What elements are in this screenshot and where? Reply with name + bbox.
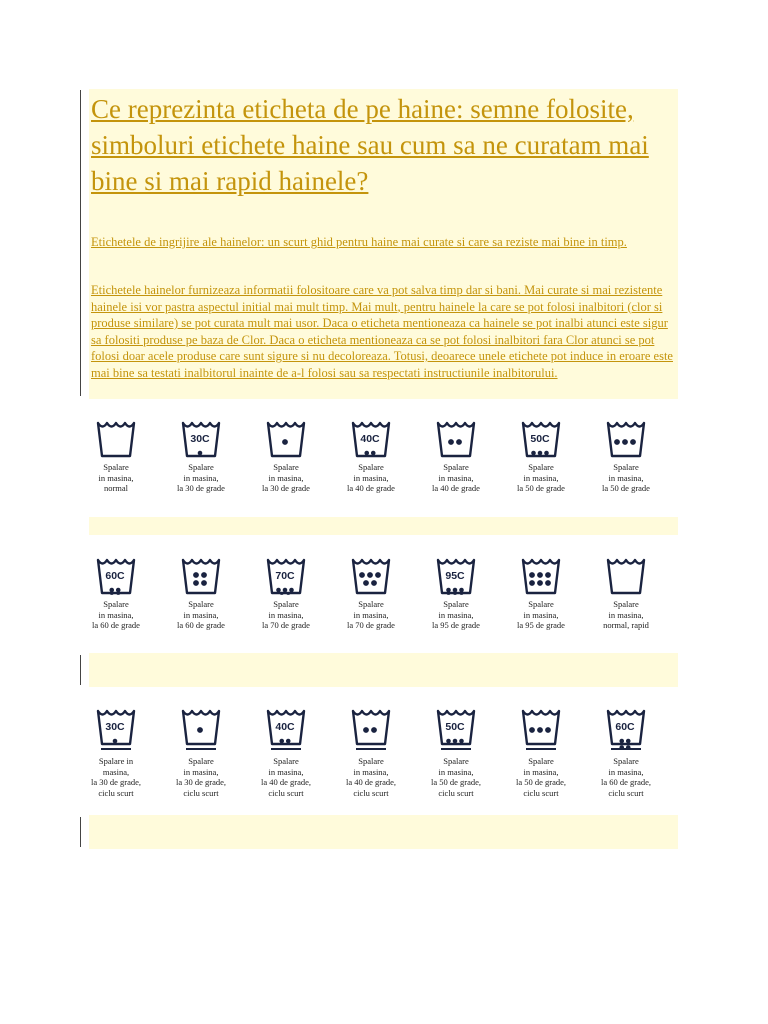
temperature-dot [109,588,114,593]
temperature-dot [113,739,118,744]
temperature-dot [459,588,464,593]
wash-1-dot-short-cycle-icon [179,706,223,752]
temperature-label: 50C [530,433,550,445]
temperature-dot [459,594,464,595]
temperature-dot [453,739,458,744]
temperature-label: 60C [105,570,125,582]
care-symbols-row-1 [89,418,689,538]
temperature-dot [538,451,543,456]
wash-4-dots-icon [179,555,223,595]
temperature-dot [446,588,451,593]
article-subtitle-link[interactable]: Etichetele de ingrijire ale hainelor: un scurt ghid pentru haine mai curate si care sa reziste mai bine in timp. [91,235,627,249]
temperature-dot [453,594,458,595]
temperature-dot [537,572,543,578]
article-paragraph-link[interactable]: Etichetele hainelor furnizeaza informatii folositoare care va pot salva timp dar si bani. Mai curate si mai rezistente hainele isi vor pastra aspectul initial mai mult timp. Mai mult, pentru hainele la care se pot folosi inalbitori (clor si produse similare) se pot curata mult mai usor. Daca o eticheta mentioneaza ca hainele se pot inalbi atunci este sigur sa folositi produse pe baza de Clor. Daca o eticheta mentioneaza ca se pot folosi inalbitori fara Clor atunci se pot folosi doar acele produse care sunt sigure si nu decoloreaza. Totusi, deoarece unele etichete pot induce in eroare este mai bine sa testati inalbitorul inainte de a-l folosi sau sa respectati instructiunile inalbitorului. [91,283,673,380]
temperature-dot [364,451,369,456]
care-symbol [331,555,411,631]
temperature-label: 60C [615,721,635,733]
care-symbol [246,706,326,798]
temperature-dot [359,572,365,578]
wash-60-icon [94,555,138,595]
temperature-dot [279,594,284,595]
care-symbol [246,418,326,494]
symbol-caption: Spalare in masina, la 40 de grade [347,462,395,493]
row-2-margin-bar [80,655,81,685]
care-symbols-row-3 [89,706,689,826]
symbol-caption: Spalare in masina, la 70 de grade [347,599,395,630]
symbol-caption: Spalare in masina, la 95 de grade [517,599,565,630]
temperature-dot [630,439,636,445]
temperature-dot [529,727,535,733]
symbol-caption: Spalare in masina, la 50 de grade, ciclu scurt [515,756,567,798]
care-symbol [76,555,156,631]
care-symbol [331,706,411,798]
symbol-caption: Spalare in masina, la 50 de grade, ciclu scurt [430,756,482,798]
temperature-dot [198,451,203,456]
temperature-dot [545,580,551,586]
temperature-dot [619,739,624,744]
symbol-caption: Spalare in masina, la 40 de grade, ciclu scurt [345,756,397,798]
temperature-dot [197,727,203,733]
temperature-dot [529,572,535,578]
temperature-label: 70C [275,570,295,582]
wash-3-dots-icon [604,418,648,458]
wash-70-icon [264,555,308,595]
care-symbol [501,706,581,798]
care-symbol [501,555,581,631]
temperature-dot [363,727,369,733]
wash-60-short-cycle-icon [604,706,648,752]
care-symbol [331,418,411,494]
temperature-dot [371,580,377,586]
wash-95-icon [434,555,478,595]
temperature-dot [537,580,543,586]
temperature-dot [371,451,376,456]
symbol-caption: Spalare in masina, la 60 de grade [177,599,225,630]
left-margin-bar [80,90,81,396]
symbol-caption: Spalare in masina, normal [98,462,134,493]
temperature-dot [286,739,291,744]
temperature-dot [626,739,631,744]
temperature-dot [459,739,464,744]
symbol-caption: Spalare in masina, la 60 de grade [92,599,140,630]
temperature-dot [371,727,377,733]
row-3-margin-bar [80,817,81,847]
temperature-dot [193,580,199,586]
symbol-caption: Spalare in masina, la 60 de grade, ciclu scurt [600,756,652,798]
temperature-dot [453,588,458,593]
care-symbol [416,706,496,798]
wash-3-dots-short-cycle-icon [519,706,563,752]
care-symbol [501,418,581,494]
temperature-dot [116,588,121,593]
temperature-dot [446,739,451,744]
symbol-caption: Spalare in masina, la 30 de grade [262,462,310,493]
care-symbol [586,418,666,494]
temperature-dot [446,594,451,595]
temperature-dot [544,451,549,456]
care-symbol [416,555,496,631]
symbol-caption: Spalare in masina, la 40 de grade, ciclu scurt [260,756,312,798]
temperature-dot [283,588,288,593]
temperature-dot [286,594,291,595]
wash-40-icon [349,418,393,458]
temperature-dot [531,451,536,456]
wash-2-dots-icon [434,418,478,458]
temperature-dot [529,580,535,586]
wash-50-short-cycle-icon [434,706,478,752]
care-symbol [586,555,666,631]
temperature-dot [537,727,543,733]
symbol-caption: Spalare in masina, la 70 de grade [262,599,310,630]
symbol-caption: Spalare in masina, la 50 de grade [517,462,565,493]
temperature-dot [282,439,288,445]
temperature-dot [116,594,121,595]
temperature-dot [448,439,454,445]
temperature-dot [201,572,207,578]
care-symbol [76,418,156,494]
wash-40-short-cycle-icon [264,706,308,752]
temperature-dot [193,572,199,578]
care-symbol [246,555,326,631]
temperature-label: 40C [360,433,380,445]
wash-1-dot-icon [264,418,308,458]
temperature-label: 30C [105,721,125,733]
article-title-link[interactable]: Ce reprezinta eticheta de pe haine: semne folosite, simboluri etichete haine sau cum sa ne curatam mai bine si mai rapid hainele? [91,94,649,196]
temperature-label: 95C [445,570,465,582]
temperature-dot [276,588,281,593]
temperature-dot [279,739,284,744]
symbol-caption: Spalare in masina, la 40 de grade [432,462,480,493]
temperature-dot [614,439,620,445]
symbol-caption: Spalare in masina, la 95 de grade [432,599,480,630]
wash-6-dots-icon [519,555,563,595]
wash-50-icon [519,418,563,458]
temperature-dot [201,580,207,586]
care-symbol [161,555,241,631]
temperature-dot [456,439,462,445]
temperature-dot [622,439,628,445]
temperature-dot [289,588,294,593]
care-symbols-row-2 [89,555,689,675]
wash-5-dots-icon [349,555,393,595]
symbol-caption: Spalare in masina, normal, rapid [603,599,649,630]
temperature-dot [367,572,373,578]
wash-tub-icon [94,418,138,458]
wash-30-short-cycle-icon [94,706,138,752]
care-symbol [161,418,241,494]
care-symbol [416,418,496,494]
care-symbol [76,706,156,798]
wash-2-dots-short-cycle-icon [349,706,393,752]
temperature-label: 40C [275,721,295,733]
temperature-dot [363,580,369,586]
care-symbol [586,706,666,798]
temperature-label: 50C [445,721,465,733]
temperature-dot [545,727,551,733]
symbol-caption: Spalare in masina, la 30 de grade, ciclu scurt [175,756,227,798]
temperature-dot [375,572,381,578]
temperature-dot [545,572,551,578]
symbol-caption: Spalare in masina, la 30 de grade, ciclu scurt [90,756,142,798]
care-symbol [161,706,241,798]
temperature-label: 30C [190,433,210,445]
wash-tub-icon [604,555,648,595]
temperature-dot [109,594,114,595]
symbol-caption: Spalare in masina, la 50 de grade [602,462,650,493]
symbol-caption: Spalare in masina, la 30 de grade [177,462,225,493]
wash-30-icon [179,418,223,458]
